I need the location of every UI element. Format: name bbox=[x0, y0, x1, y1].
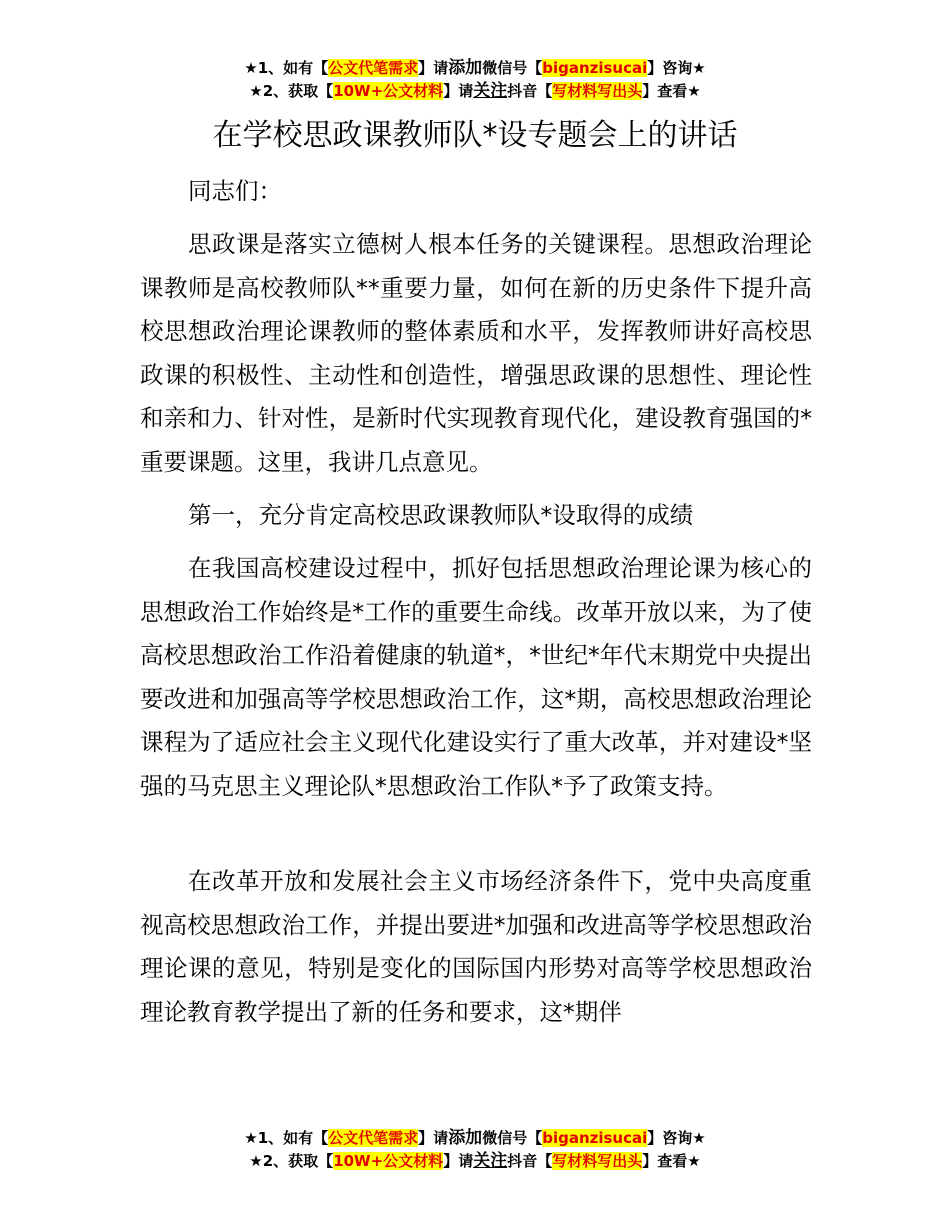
banner-line-2 bbox=[0, 1150, 950, 1173]
banner-line2-mid2: 抖音【 bbox=[507, 1152, 553, 1170]
paragraph-intro: 思政课是落实立德树人根本任务的关键课程。思想政治理论课教师是高校教师队**重要力量，如何在新的历史条件下提升高校思想政治理论课教师的整体素质和水平，发挥教师讲好高校思政课的积极性、主动性和创造性，增强思政课的思想性、理论性和亲和力、针对性，是新时代实现教育现代化，建设教育强国的*重要课题。这里，我讲几点意见。 bbox=[140, 230, 812, 476]
banner-line2-prefix: ★2、获取【 bbox=[249, 1152, 334, 1170]
paragraph-reform: 在改革开放和发展社会主义市场经济条件下，党中央高度重视高校思想政治工作，并提出要进*加强和改进高等学校思想政治理论课的意见，特别是变化的国际国内形势对高等学校思想政治理论教育教学提出了新的任务和要求，这*期伴 bbox=[140, 867, 812, 1026]
document-title: 在学校思政课教师队*设专题会上的讲话 bbox=[212, 118, 738, 153]
banner-highlight-wechat-id: biganzisucai bbox=[542, 59, 648, 77]
banner-line2-suffix: 】查看★ bbox=[642, 82, 701, 100]
banner-line1-mid1: 】请 bbox=[418, 59, 449, 77]
banner-line-1 bbox=[0, 57, 950, 80]
banner-highlight-douyin-id: 写材料写出头 bbox=[552, 1152, 643, 1170]
banner-line1-prefix: ★1、如有【 bbox=[244, 1129, 329, 1147]
paragraph-history: 在我国高校建设过程中，抓好包括思想政治理论课为核心的思想政治工作始终是*工作的重要生命线。改革开放以来，为了使高校思想政治工作沿着健康的轨道*，*世纪*年代末期党中央提出要改进和加强高等学校思想政治工作，这*期，高校思想政治理论课程为了适应社会主义现代化建设实行了重大改革，并对建设*坚强的马克思主义理论队*思想政治工作队*予了政策支持。 bbox=[140, 554, 812, 800]
banner-line1-emph: 添加 bbox=[448, 1128, 483, 1148]
banner-highlight-materials: 10W+公文材料 bbox=[333, 82, 444, 100]
banner-line-2 bbox=[0, 80, 950, 103]
banner-line1-mid2: 微信号【 bbox=[482, 1129, 543, 1147]
banner-line2-emph: 关注 bbox=[473, 81, 508, 101]
banner-line1-suffix: 】咨询★ bbox=[647, 1129, 706, 1147]
banner-line1-prefix: ★1、如有【 bbox=[244, 59, 329, 77]
banner-highlight-service: 公文代笔需求 bbox=[328, 1129, 419, 1147]
salutation: 同志们： bbox=[188, 177, 282, 205]
banner-line2-suffix: 】查看★ bbox=[642, 1152, 701, 1170]
banner-line1-suffix: 】咨询★ bbox=[647, 59, 706, 77]
banner-line1-mid1: 】请 bbox=[418, 1129, 449, 1147]
banner-line2-prefix: ★2、获取【 bbox=[249, 82, 334, 100]
banner-highlight-service: 公文代笔需求 bbox=[328, 59, 419, 77]
banner-line2-mid1: 】请 bbox=[443, 82, 474, 100]
banner-line2-mid1: 】请 bbox=[443, 1152, 474, 1170]
banner-highlight-wechat-id: biganzisucai bbox=[542, 1129, 648, 1147]
banner-highlight-materials: 10W+公文材料 bbox=[333, 1152, 444, 1170]
banner-line1-mid2: 微信号【 bbox=[482, 59, 543, 77]
banner-line1-emph: 添加 bbox=[448, 58, 483, 78]
top-ad-banner bbox=[0, 57, 950, 103]
banner-highlight-douyin-id: 写材料写出头 bbox=[552, 82, 643, 100]
banner-line2-mid2: 抖音【 bbox=[507, 82, 553, 100]
bottom-ad-banner bbox=[0, 1127, 950, 1173]
section-heading-1: 第一，充分肯定高校思政课教师队*设取得的成绩 bbox=[188, 501, 694, 529]
banner-line2-emph: 关注 bbox=[473, 1151, 508, 1171]
banner-line-1 bbox=[0, 1127, 950, 1150]
